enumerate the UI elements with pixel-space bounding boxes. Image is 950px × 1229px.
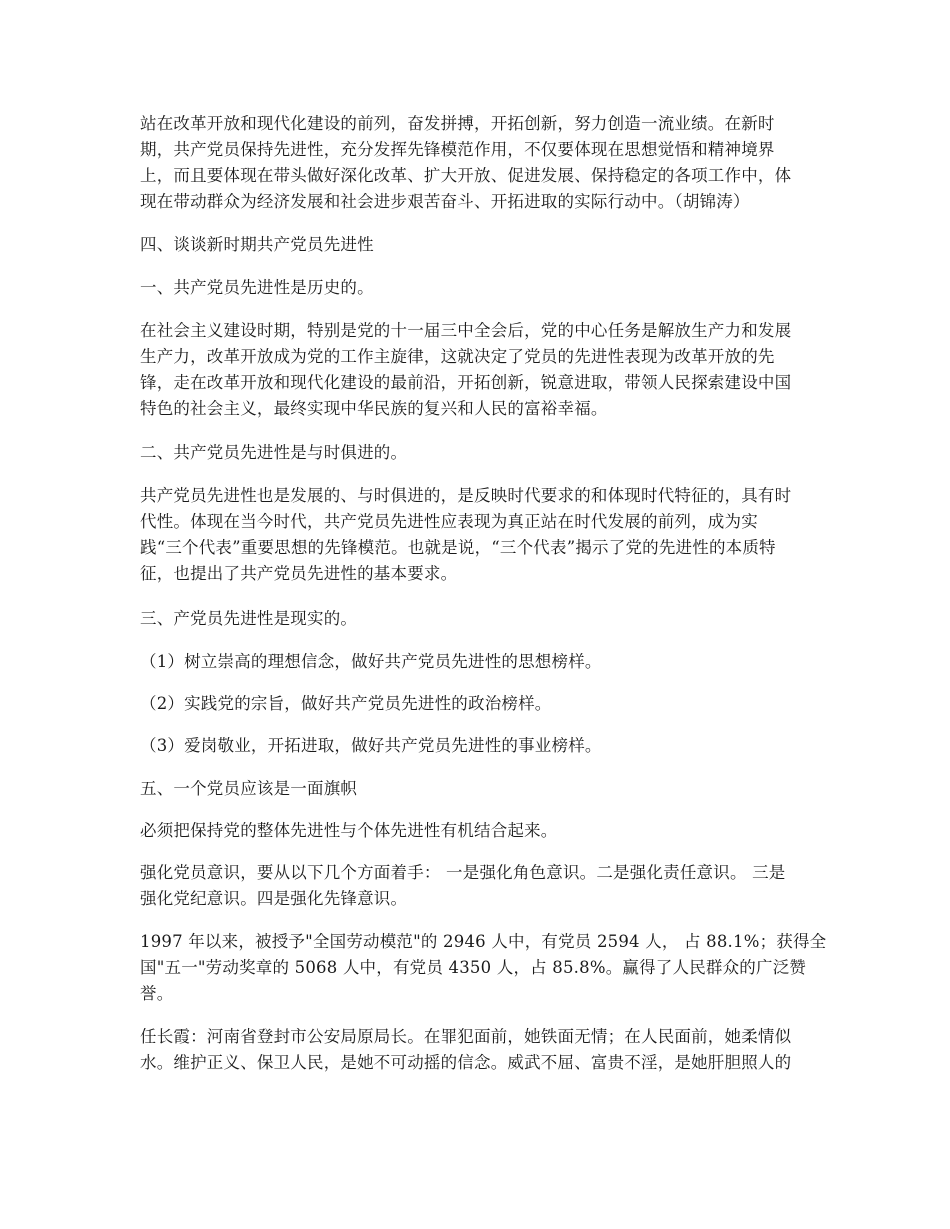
section-heading-4 [140, 232, 374, 258]
text-line: （3）爱岗敬业，开拓进取，做好共产党员先进性的事业榜样。 [140, 736, 602, 755]
text-line: （1）树立崇高的理想信念，做好共产党员先进性的思想榜样。 [140, 652, 602, 671]
text-line: 生产力，改革开放成为党的工作主旋律，这就决定了党员的先进性表现为改革开放的先 [140, 347, 775, 366]
text-line: 强化党纪意识。四是强化先锋意识。 [140, 889, 408, 908]
subheading-reality [140, 606, 357, 632]
text-line: 誉。 [140, 984, 174, 1003]
combine-paragraph [140, 818, 558, 844]
text-line: 四、谈谈新时期共产党员先进性 [140, 235, 374, 254]
text-line: 二、共产党员先进性是与时俱进的。 [140, 443, 408, 462]
text-line: 1997 年以来，被授予"全国劳动模范"的 2946 人中，有党员 2594 人， 占 88.1%；获得全 [140, 932, 827, 951]
text-line: 在社会主义建设时期，特别是党的十一届三中全会后，党的中心任务是解放生产力和发展 [140, 321, 792, 340]
text-line: 践“三个代表”重要思想的先锋模范。也就是说，“三个代表”揭示了党的先进性的本质特 [140, 538, 776, 557]
text-line: 五、一个党员应该是一面旗帜 [140, 779, 358, 798]
text-line: 上，而且要体现在带头做好深化改革、扩大开放、促进发展、保持稳定的各项工作中，体 [140, 166, 792, 185]
text-line: 期，共产党员保持先进性，充分发挥先锋模范作用，不仅要体现在思想觉悟和精神境界 [140, 140, 775, 159]
text-line: 站在改革开放和现代化建设的前列，奋发拼搏，开拓创新，努力创造一流业绩。在新时 [140, 114, 775, 133]
intro-quote-paragraph [140, 111, 791, 215]
times-paragraph [140, 483, 791, 587]
awareness-paragraph [140, 860, 786, 912]
stats-paragraph [140, 929, 826, 1007]
text-line: 水。维护正义、保卫人民，是她不可动摇的信念。威武不屈、富贵不淫，是她肝胆照人的 [140, 1053, 792, 1072]
text-line: （2）实践党的宗旨，做好共产党员先进性的政治榜样。 [140, 694, 552, 713]
text-line: 一、共产党员先进性是历史的。 [140, 278, 374, 297]
subheading-times [140, 440, 407, 466]
text-line: 共产党员先进性也是发展的、与时俱进的，是反映时代要求的和体现时代特征的，具有时 [140, 486, 792, 505]
text-line: 征，也提出了共产党员先进性的基本要求。 [140, 564, 458, 583]
list-item-1 [140, 649, 602, 675]
text-line: 代性。体现在当今时代，共产党员先进性应表现为真正站在时代发展的前列，成为实 [140, 512, 758, 531]
text-line: 国"五一"劳动奖章的 5068 人中，有党员 4350 人，占 85.8%。赢得了人民群众的广泛赞 [140, 958, 807, 977]
text-line: 强化党员意识，要从以下几个方面着手： 一是强化角色意识。二是强化责任意识。 三是 [140, 863, 786, 882]
ren-changxia-paragraph [140, 1024, 791, 1076]
section-heading-5 [140, 776, 357, 802]
text-line: 特色的社会主义，最终实现中华民族的复兴和人民的富裕幸福。 [140, 399, 608, 418]
text-line: 任长霞：河南省登封市公安局原局长。在罪犯面前，她铁面无情；在人民面前，她柔情似 [140, 1027, 792, 1046]
list-item-3 [140, 733, 602, 759]
text-line: 三、产党员先进性是现实的。 [140, 609, 358, 628]
text-line: 现在带动群众为经济发展和社会进步艰苦奋斗、开拓进取的实际行动中。（胡锦涛） [140, 192, 750, 211]
text-line: 锋，走在改革开放和现代化建设的最前沿，开拓创新，锐意进取，带领人民探索建设中国 [140, 373, 792, 392]
list-item-2 [140, 691, 552, 717]
subheading-history [140, 275, 374, 301]
history-paragraph [140, 318, 791, 422]
text-line: 必须把保持党的整体先进性与个体先进性有机结合起来。 [140, 821, 558, 840]
